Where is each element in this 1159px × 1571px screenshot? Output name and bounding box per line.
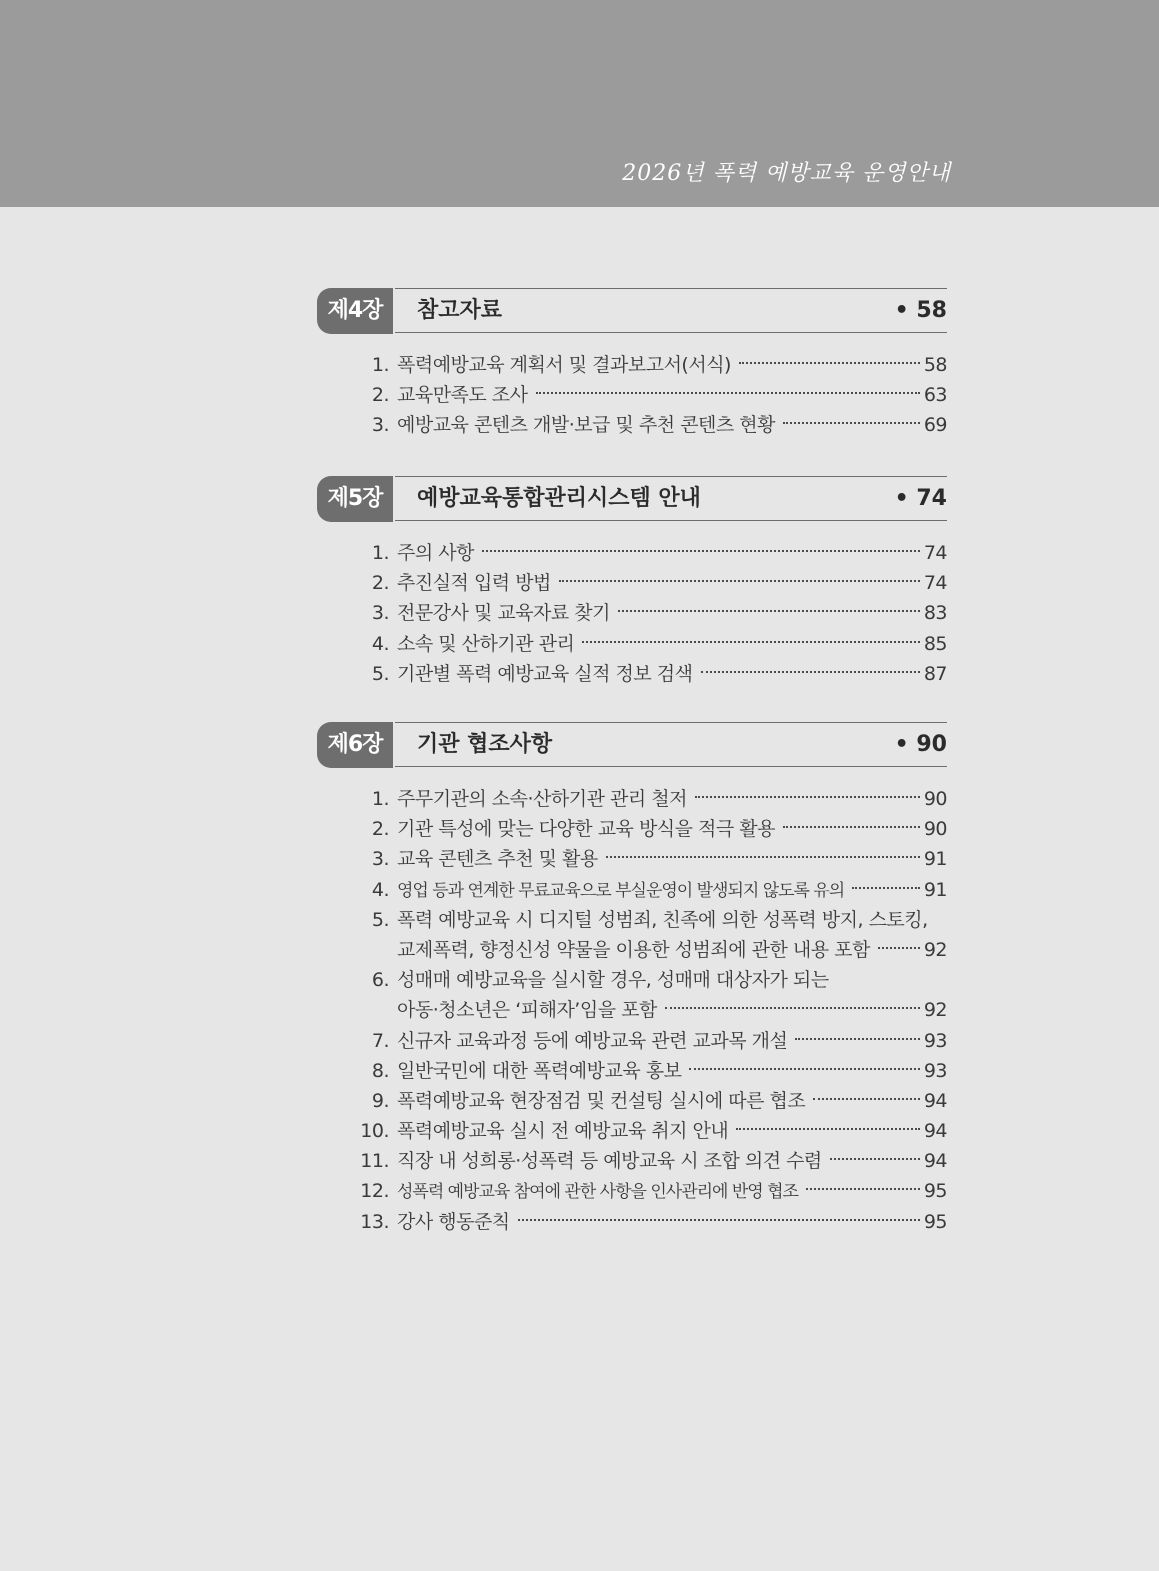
toc-entry[interactable] xyxy=(317,350,947,380)
entry-line xyxy=(397,1176,947,1207)
toc-entry[interactable] xyxy=(317,380,947,410)
entry-label: 주무기관의 소속·산하기관 관리 철저 xyxy=(397,788,687,810)
entry-line xyxy=(397,350,947,380)
entry-label: 기관 특성에 맞는 다양한 교육 방식을 적극 활용 xyxy=(397,818,776,841)
entry-page-number: 69 xyxy=(923,414,947,437)
entry-line xyxy=(397,875,947,906)
entry-label: 성매매 예방교육을 실시할 경우, 성매매 대상자가 되는 xyxy=(397,969,829,992)
entry-page-number: 95 xyxy=(923,1180,947,1203)
entry-line xyxy=(397,814,947,844)
entry-number: 2. xyxy=(371,384,389,407)
entry-line xyxy=(397,410,947,440)
chapter-entries xyxy=(317,350,947,441)
toc-entry[interactable] xyxy=(317,784,947,814)
chapter-title[interactable]: 기관 협조사항 xyxy=(417,732,553,757)
entry-number: 10. xyxy=(360,1120,389,1143)
toc-entry[interactable] xyxy=(317,965,947,995)
entry-number: 5. xyxy=(371,908,389,931)
entry-page-number: 85 xyxy=(923,632,947,655)
entry-number: 9. xyxy=(371,1089,389,1112)
chapter-header xyxy=(317,722,947,768)
entry-page-number: 93 xyxy=(923,1029,947,1052)
entry-number: 3. xyxy=(371,414,389,437)
toc-entry[interactable] xyxy=(317,814,947,844)
entry-number: 1. xyxy=(371,354,389,376)
leader-dots xyxy=(795,1038,919,1040)
entry-line xyxy=(397,1207,947,1237)
leader-dots xyxy=(518,1219,920,1221)
toc-entry[interactable] xyxy=(317,1026,947,1056)
leader-dots xyxy=(806,1188,920,1190)
toc-entry[interactable] xyxy=(317,935,947,965)
entry-page-number: 92 xyxy=(923,999,947,1022)
entry-label: 추진실적 입력 방법 xyxy=(397,572,551,595)
toc-entry[interactable] xyxy=(317,1207,947,1237)
chapter-entries xyxy=(317,538,947,689)
leader-dots xyxy=(852,887,920,889)
toc-entry[interactable] xyxy=(317,538,947,568)
entry-line xyxy=(397,935,947,965)
toc-entry[interactable] xyxy=(317,1116,947,1146)
chapter-6 xyxy=(317,722,947,1237)
chapter-page-number: • 90 xyxy=(894,732,947,757)
chapter-header xyxy=(317,476,947,522)
chapter-header xyxy=(317,288,947,334)
chapter-badge: 제4장 xyxy=(317,288,393,334)
entry-line xyxy=(397,568,947,598)
header-band xyxy=(0,0,1159,207)
toc-entry[interactable] xyxy=(317,1056,947,1086)
entry-label: 전문강사 및 교육자료 찾기 xyxy=(397,602,611,625)
leader-dots xyxy=(701,671,920,673)
entry-label: 강사 행동준칙 xyxy=(397,1210,510,1233)
entry-label: 일반국민에 대한 폭력예방교육 홍보 xyxy=(397,1059,682,1082)
leader-dots xyxy=(536,392,920,394)
leader-dots xyxy=(559,580,920,582)
entry-label: 폭력예방교육 현장점검 및 컨설팅 실시에 따른 협조 xyxy=(397,1089,806,1112)
entry-line xyxy=(397,1056,947,1086)
toc-entry[interactable] xyxy=(317,410,947,440)
toc-entry[interactable] xyxy=(317,1086,947,1116)
entry-number: 4. xyxy=(371,878,389,901)
chapter-entries xyxy=(317,784,947,1237)
chapter-page-number: • 74 xyxy=(894,486,947,511)
chapter-badge: 제5장 xyxy=(317,476,393,522)
entry-line xyxy=(397,1146,947,1176)
entry-page-number: 95 xyxy=(923,1210,947,1233)
entry-number: 11. xyxy=(360,1150,389,1173)
toc-entry[interactable] xyxy=(317,629,947,659)
entry-label: 성폭력 예방교육 참여에 관한 사항을 인사관리에 반영 협조 xyxy=(397,1182,798,1203)
entry-line xyxy=(397,1026,947,1056)
document-title: 2026년 폭력 예방교육 운영안내 xyxy=(622,161,951,186)
entry-label: 기관별 폭력 예방교육 실적 정보 검색 xyxy=(397,662,693,685)
entry-line xyxy=(397,380,947,410)
toc-entry[interactable] xyxy=(317,598,947,628)
entry-line xyxy=(397,629,947,659)
entry-page-number: 94 xyxy=(923,1089,947,1112)
entry-page-number: 63 xyxy=(923,384,947,407)
chapter-4 xyxy=(317,288,947,441)
leader-dots xyxy=(739,362,920,364)
leader-dots xyxy=(736,1128,920,1130)
entry-page-number: 87 xyxy=(923,662,947,685)
leader-dots xyxy=(582,641,920,643)
leader-dots xyxy=(606,856,920,858)
entry-page-number: 58 xyxy=(923,354,947,376)
entry-number: 3. xyxy=(371,848,389,871)
leader-dots xyxy=(482,550,920,552)
chapter-badge: 제6장 xyxy=(317,722,393,768)
entry-line xyxy=(397,1116,947,1146)
entry-page-number: 83 xyxy=(923,602,947,625)
leader-dots xyxy=(665,1007,920,1009)
entry-page-number: 94 xyxy=(923,1120,947,1143)
entry-label: 교육만족도 조사 xyxy=(397,384,528,407)
entry-page-number: 90 xyxy=(923,818,947,841)
toc-entry[interactable] xyxy=(317,659,947,689)
entry-number: 12. xyxy=(360,1180,389,1203)
toc-entry[interactable] xyxy=(317,844,947,874)
entry-line xyxy=(397,1086,947,1116)
entry-line xyxy=(397,995,947,1025)
entry-label: 교육 콘텐츠 추천 및 활용 xyxy=(397,848,598,871)
entry-line xyxy=(397,784,947,814)
toc-entry[interactable] xyxy=(317,1176,947,1206)
entry-number: 1. xyxy=(371,542,389,564)
entry-number: 8. xyxy=(371,1059,389,1082)
entry-line xyxy=(397,659,947,689)
entry-label: 폭력예방교육 계획서 및 결과보고서(서식) xyxy=(397,354,731,376)
entry-page-number: 91 xyxy=(923,878,947,901)
entry-number: 2. xyxy=(371,818,389,841)
chapter-page-number: • 58 xyxy=(894,298,947,323)
leader-dots xyxy=(830,1158,920,1160)
entry-page-number: 91 xyxy=(923,848,947,871)
leader-dots xyxy=(878,947,920,949)
entry-number: 5. xyxy=(371,662,389,685)
entry-page-number: 90 xyxy=(923,788,947,810)
entry-label: 소속 및 산하기관 관리 xyxy=(397,632,575,655)
toc-entry[interactable] xyxy=(317,1146,947,1176)
entry-page-number: 74 xyxy=(923,542,947,564)
entry-line xyxy=(397,598,947,628)
entry-label: 아동·청소년은 ‘피해자’임을 포함 xyxy=(397,999,657,1022)
entry-label: 직장 내 성희롱·성폭력 등 예방교육 시 조합 의견 수렴 xyxy=(397,1150,822,1173)
entry-number: 13. xyxy=(360,1210,389,1233)
toc-entry[interactable] xyxy=(317,905,947,935)
entry-label: 신규자 교육과정 등에 예방교육 관련 교과목 개설 xyxy=(397,1029,788,1052)
toc-entry[interactable] xyxy=(317,995,947,1025)
entry-label: 예방교육 콘텐츠 개발·보급 및 추천 콘텐츠 현황 xyxy=(397,414,776,437)
toc-entry[interactable] xyxy=(317,875,947,905)
entry-number: 4. xyxy=(371,632,389,655)
entry-number: 2. xyxy=(371,572,389,595)
entry-label: 폭력 예방교육 시 디지털 성범죄, 친족에 의한 성폭력 방지, 스토킹, xyxy=(397,908,928,931)
chapter-title[interactable]: 참고자료 xyxy=(417,298,503,323)
entry-label: 폭력예방교육 실시 전 예방교육 취지 안내 xyxy=(397,1120,729,1143)
entry-page-number: 94 xyxy=(923,1150,947,1173)
entry-line xyxy=(397,844,947,874)
leader-dots xyxy=(783,422,920,424)
entry-label: 주의 사항 xyxy=(397,542,474,564)
entry-page-number: 74 xyxy=(923,572,947,595)
leader-dots xyxy=(695,796,920,798)
chapter-5 xyxy=(317,476,947,689)
entry-line xyxy=(397,538,947,568)
entry-page-number: 92 xyxy=(923,938,947,961)
chapter-title[interactable]: 예방교육통합관리시스템 안내 xyxy=(417,486,701,511)
toc-entry[interactable] xyxy=(317,568,947,598)
entry-page-number: 93 xyxy=(923,1059,947,1082)
entry-number: 7. xyxy=(371,1029,389,1052)
leader-dots xyxy=(618,610,920,612)
leader-dots xyxy=(689,1068,919,1070)
entry-number: 3. xyxy=(371,602,389,625)
entry-label: 영업 등과 연계한 무료교육으로 부실운영이 발생되지 않도록 유의 xyxy=(397,880,845,901)
entry-label: 교제폭력, 향정신성 약물을 이용한 성범죄에 관한 내용 포함 xyxy=(397,938,870,961)
leader-dots xyxy=(813,1098,920,1100)
entry-number: 1. xyxy=(371,788,389,810)
entry-number: 6. xyxy=(371,969,389,992)
leader-dots xyxy=(783,826,920,828)
